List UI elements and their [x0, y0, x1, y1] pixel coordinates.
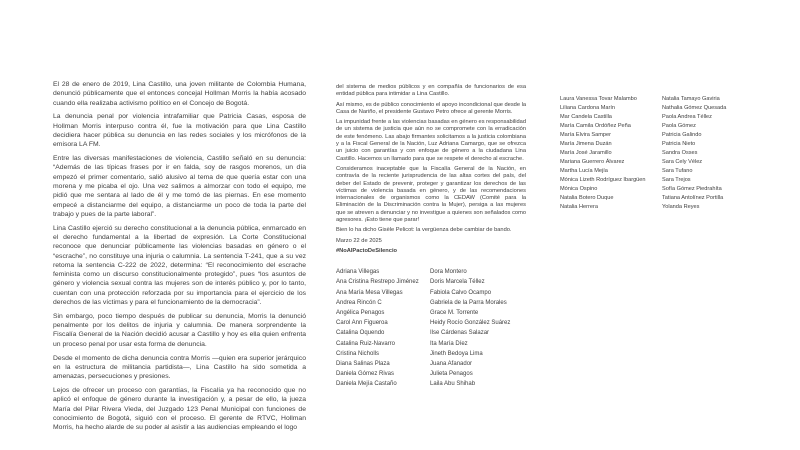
signatory-name: Liliana Cardona Marín [560, 105, 616, 111]
signatory-name: Grace M. Torrente [430, 310, 479, 317]
signatories-column-4 [662, 95, 726, 212]
signatory-name: Diana Salinas Plaza [336, 361, 390, 368]
paragraph: La impunidad frente a las violencias basadas en género es responsabilidad de un sistema de justicia que aún no se compromete con la erradicación de este fenómeno. Las abajo firmantes solicitamos a la justicia colombiana y a la Fiscal General de la Nación, Luz Adriana Camargo, que se ofrezca un juicio con garantías y con enfoque de género a la ciudadana Lina Castillo. Hacemos un llamado para que se respete el derecho al escrache. [336, 119, 526, 162]
signatory-name: Nathalia Gómez Quesada [662, 105, 727, 111]
signatory-name: Dora Montero [430, 269, 467, 276]
signatory-name: Jineth Bedoya Lima [430, 350, 483, 357]
signatory-name: Natalia Botero Duque [560, 195, 614, 201]
middle-text-column [336, 84, 526, 390]
signatory-name: Laura Vanessa Tovar Malambo [560, 96, 637, 102]
date-line: Marzo 22 de 2025 [336, 237, 382, 244]
signatory-name: Sandra Osses [662, 150, 698, 156]
signatory-name: Fabiola Calvo Ocampo [430, 289, 492, 296]
signatory-name: Ana María Mesa Villegas [336, 289, 403, 296]
signatory-name: Andrea Rincón C [336, 299, 382, 306]
signatory-name: Gabriela de la Parra Morales [430, 299, 507, 306]
signatory-name: Mar Candela Castilla [560, 114, 612, 120]
signatory-name: Patricia Galindo [662, 132, 702, 138]
signatory-name: Mónica Lizeth Rodríguez Ibargüen [560, 177, 646, 183]
signatory-name: Martha Lucía Mejía [560, 168, 608, 174]
left-text-column [53, 80, 306, 437]
signatory-name: Julieta Penagos [430, 371, 473, 378]
paragraph: La denuncia penal por violencia intrafamiliar que Patricia Casas, esposa de Hollman Morris interpuso contra él, fue la motivación para que Lina Castillo decidiera hacer pública su denuncia en las redes sociales y los micrófonos de la emisora LA FM. [53, 113, 306, 149]
signatory-name: Mariana Guerrero Álvarez [560, 159, 625, 165]
signatories-column-3 [560, 95, 646, 212]
signatory-name: Catalina Ruiz-Navarro [336, 340, 396, 347]
signatory-name: Ana Cristina Restrepo Jiménez [336, 279, 419, 286]
hashtag-line: #NoAlPactoDeSilencio [336, 247, 397, 254]
signatory-name: María José Jaramillo [560, 150, 612, 156]
paragraph: Entre las diversas manifestaciones de violencia, Castillo señaló en su denuncia: “Además de las típicas frases por ir en falda, soy de rasgos morenos, un día empezó el primer comentario, salió alusivo al tema de que quería estar con una morena y me picaba el ojo. Una vez salimos a almorzar con todo el equipo, me pidió que me sentara al lado de él y me tomó de las piernas. En ese momento empecé a distanciarme del equipo, a distanciarme un poco de toda la parte del trabajo y pues de la parte laboral”. [53, 155, 306, 218]
signatory-name: Natalia Herrera [560, 204, 598, 210]
signatory-name: Natalia Tamayo Gaviria [662, 96, 720, 102]
signatory-name: Paola Gómez [662, 123, 696, 129]
signatory-name: Daniela Gómez Rivas [336, 371, 395, 378]
signatories-column-1 [336, 267, 430, 389]
signatory-name: Cristina Nicholls [336, 350, 380, 357]
middle-paragraphs [336, 84, 526, 224]
signatory-name: Angélica Penagos [336, 310, 385, 317]
paragraph: Lina Castillo ejerció su derecho constitucional a la denuncia pública, enmarcado en el derecho fundamental a la libertad de expresión. La Corte Constitucional reconoce que denunciar públicamente las violencias basadas en género o el “escrache”, no constituye una injuria o calumnia. La sentencia T-241, que a su vez retoma la sentencia C-222 de 2022, determina: “El reconocimiento del escrache feminista como un discurso constitucionalmente protegido”, pues “los asuntos de género y violencia sexual contra las mujeres son de interés público y, por lo tanto, cuentan con una protección reforzada por su importancia para el ejercicio de los derechos de las víctimas y para el funcionamiento de la democracia”. [53, 224, 306, 307]
signatory-name: Sara Tufano [662, 168, 693, 174]
signatory-name: María Camila Ordóñez Peña [560, 123, 631, 129]
signatory-name: Laila Abu Shihab [430, 381, 476, 388]
signatory-name: Tatiana Antolínez Portilla [662, 195, 724, 201]
signatory-name: Ita María Díez [430, 340, 468, 347]
closing-quote-line: Bien lo ha dicho Gisèle Pelicot: la vergüenza debe cambiar de bando. [336, 227, 512, 234]
signatory-name: Daniela Mejía Castaño [336, 381, 397, 388]
signatory-name: Heidy Rocío González Suárez [430, 320, 511, 327]
paragraph: Sin embargo, poco tiempo después de publicar su denuncia, Morris la denunció penalmente por los delitos de injuria y calumnia. De manera sorprendente la Fiscalía General de la Nación decidió acusar a Castillo y hoy es ella quien enfrenta un proceso penal por usar esta forma de denuncia. [53, 312, 306, 348]
paragraph: Lejos de ofrecer un proceso con garantías, la Fiscalía ya ha reconocido que no aplicó el enfoque de género durante la investigación y, a pesar de ello, la jueza María del Pilar Rivera Vieda, del Juzgado 123 Penal Municipal con funciones de conocimiento de Bogotá, siguió con el proceso. El gerente de RTVC, Hollman Morris, ha hecho alarde de su poder al asistir a las audiencias empleando el logo [53, 386, 306, 432]
paragraph: El 28 de enero de 2019, Lina Castillo, una joven militante de Colombia Humana, denunció públicamente que el entonces concejal Hollman Morris la había acosado cuando ella realizaba activismo político en el Concejo de Bogotá. [53, 81, 306, 107]
signatories-column-2 [430, 267, 510, 389]
paragraph: Así mismo, es de público conocimiento el apoyo incondicional que desde la Casa de Nariño, el presidente Gustavo Petro ofrece al gerente Morris. [336, 101, 527, 115]
signatory-name: Paola Andrea Téllez [662, 114, 712, 120]
signatory-name: Catalina Oquendo [336, 330, 385, 337]
signatory-name: Yolanda Reyes [662, 204, 700, 210]
signatory-name: Carol Ann Figueroa [336, 320, 388, 327]
signatory-name: Sofía Gómez Piedrahíta [662, 186, 722, 192]
signatory-name: Patricia Nieto [662, 141, 696, 147]
signatory-name: Mónica Ospino [560, 186, 598, 192]
signatory-name: Juana Afanador [430, 361, 473, 368]
signatory-name: María Jimena Duzán [560, 141, 612, 147]
paragraph: Desde el momento de dicha denuncia contra Morris —quien era superior jerárquico en la estructura de militancia partidista—, Lina Castillo ha sido sometida a amenazas, persecuciones y presiones. [53, 354, 306, 381]
signatory-name: María Elvira Samper [560, 132, 611, 138]
paragraph: Consideramos inaceptable que la Fiscalía General de la Nación, en contravía de la reciente jurisprudencia de las altas cortes del país, del deber del Estado de prevenir, proteger y garantizar los derechos de las víctimas de violencia basada en género, y de las recomendaciones internacionales de organismos como la CEDAW (Comité para la Eliminación de la Discriminación contra la Mujer), persiga a las mujeres que se atreven a denunciar y no investigue a quienes son señalados como agresores. ¡Esto tiene que parar! [336, 165, 526, 224]
signatory-name: Ilse Cárdenas Salazar [430, 330, 490, 337]
signatory-name: Sara Cely Vélez [662, 159, 703, 165]
signatory-name: Adriana Villegas [336, 269, 380, 276]
signatory-name: Doris Marcela Téllez [430, 279, 485, 286]
paragraph: del sistema de medios públicos y en compañía de funcionarios de esa entidad pública para intimidar a Lina Castillo. [336, 84, 526, 98]
signatories-middle-block [336, 267, 526, 389]
signatory-name: Sara Trejos [662, 177, 691, 183]
